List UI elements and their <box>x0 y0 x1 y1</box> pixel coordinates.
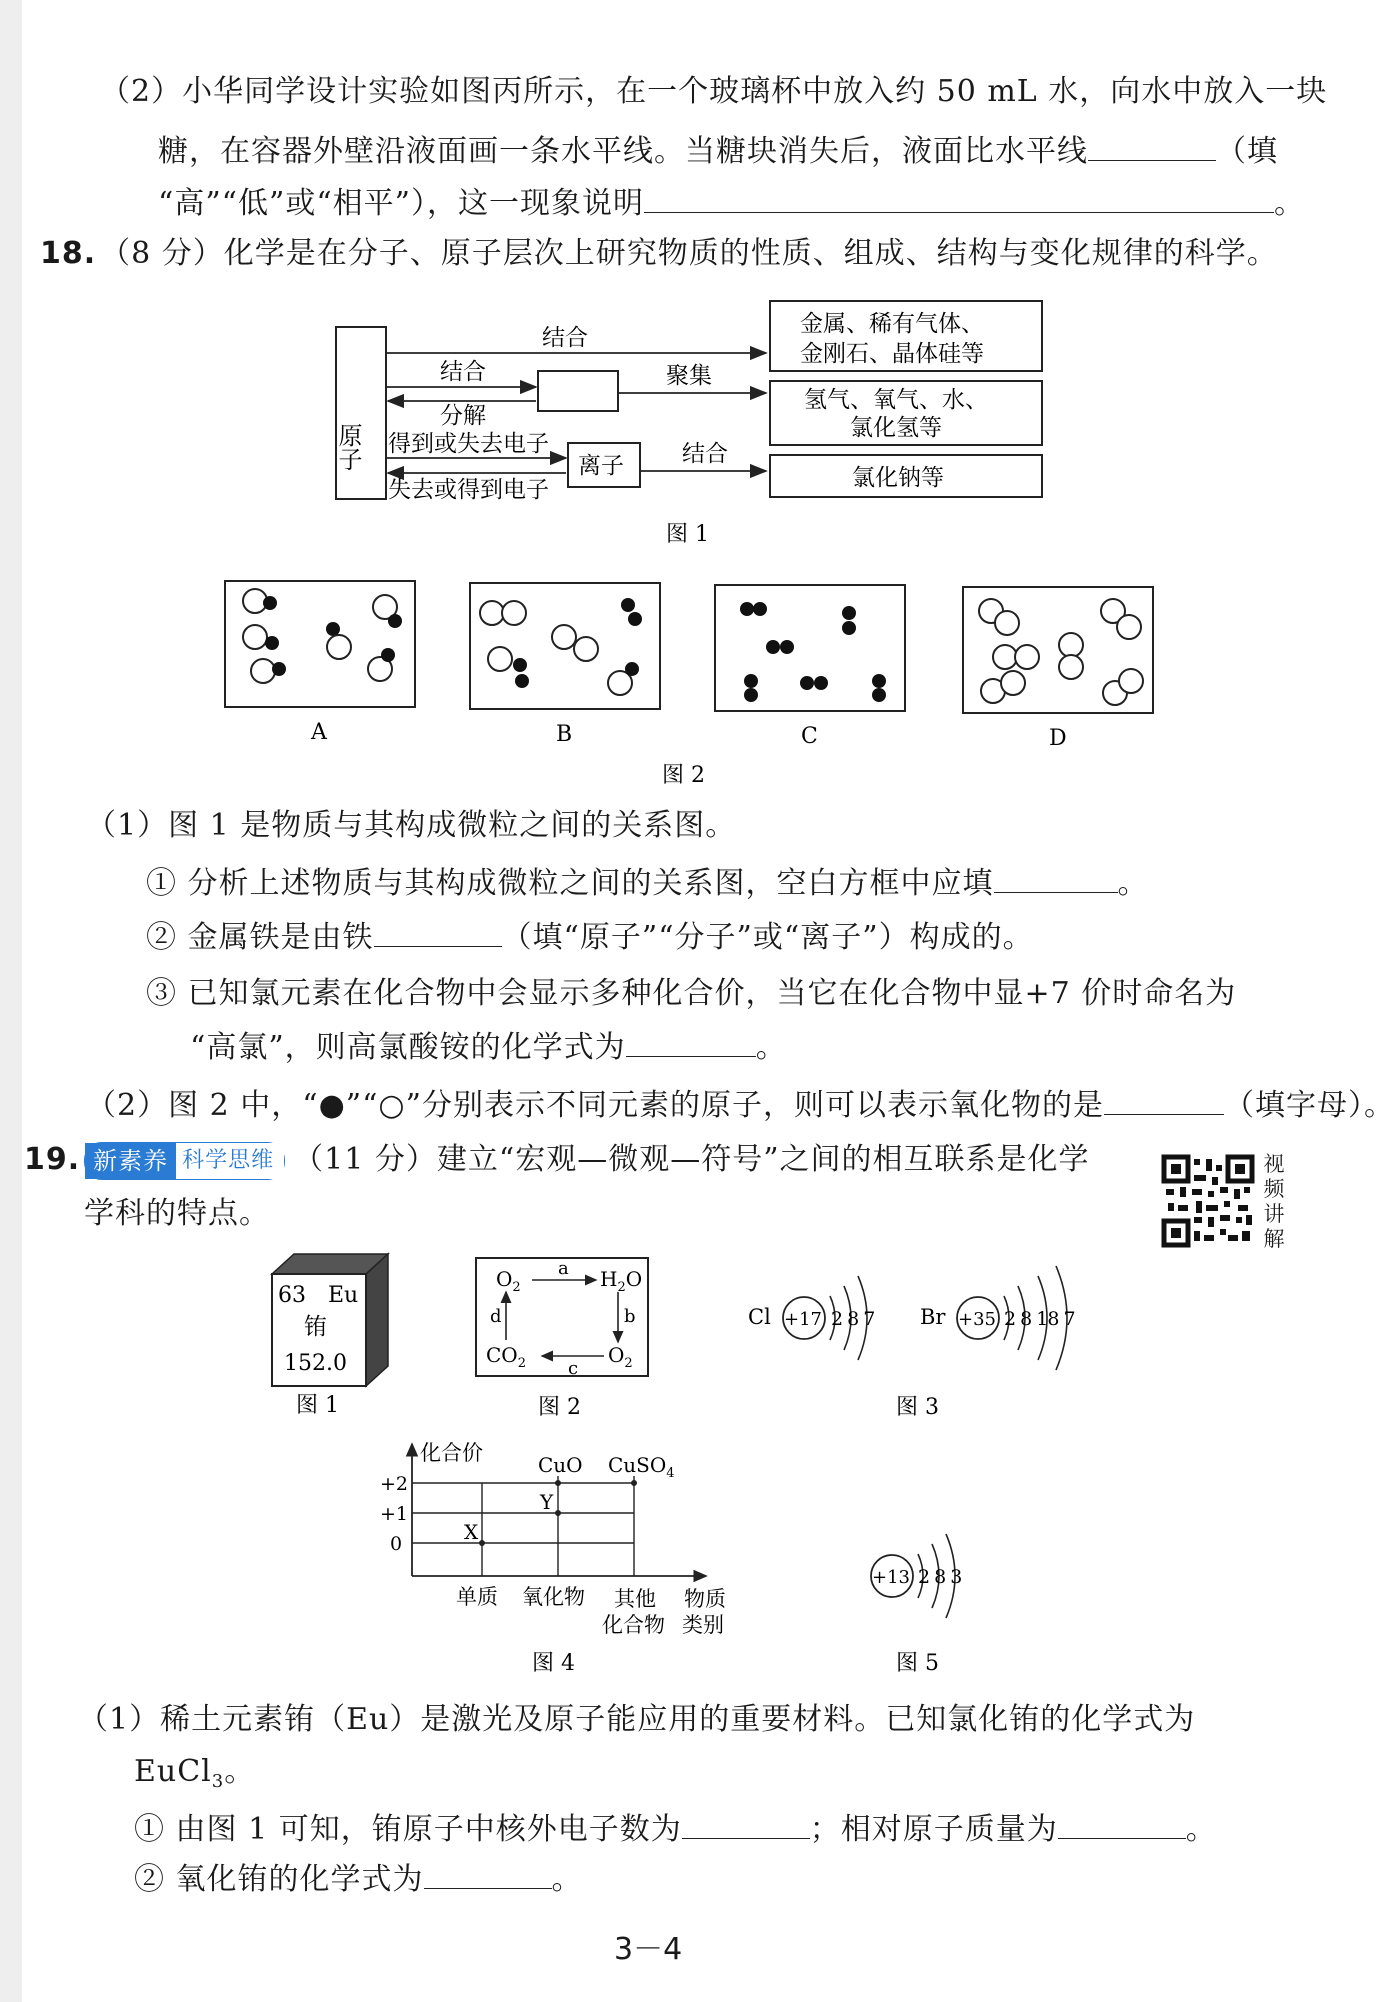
q19-fig3-atom-structures <box>740 1262 1100 1428</box>
cuo-label: CuO <box>538 1453 583 1477</box>
q17-2-line3: “高”“低”或“相平”），这一现象说明 。 <box>158 182 1305 226</box>
fig5-caption: 图 5 <box>896 1651 939 1676</box>
answer-blank[interactable] <box>374 916 502 947</box>
fig3-caption: 图 3 <box>896 1395 939 1420</box>
decompose-label: 分解 <box>440 403 486 429</box>
cl-electrons: 2 8 7 <box>831 1308 875 1330</box>
q18-stem: 18. （8 分）化学是在分子、原子层次上研究物质的性质、组成、结构与变化规律的科学。 <box>40 236 1278 271</box>
q19-fig5-atom-structure <box>860 1526 1000 1686</box>
xcat-oxide: 氧化物 <box>522 1585 585 1609</box>
lose-gain-label: 失去或得到电子 <box>388 477 549 503</box>
combine-label-3: 结合 <box>682 441 728 467</box>
ion-label: 离子 <box>578 453 624 479</box>
q17-2-line2: 糖，在容器外壁沿液面画一条水平线。当糖块消失后，液面比水平线 （填 <box>158 130 1278 174</box>
box-molecules-line1: 氢气、氧气、水、 <box>804 387 988 413</box>
arrow-c: c <box>568 1358 579 1379</box>
h2o-label: $H_2O$ <box>600 1267 643 1295</box>
gather-label: 聚集 <box>666 363 712 389</box>
co2-label: $CO_2$ <box>486 1343 526 1371</box>
atomic-number: 63 <box>278 1283 306 1308</box>
q18-p1: （1）图 1 是物质与其构成微粒之间的关系图。 <box>86 808 737 843</box>
box-nacl-text: 氯化钠等 <box>852 465 944 491</box>
particle-box-b <box>470 583 660 747</box>
answer-blank[interactable] <box>644 182 1274 213</box>
new-literacy-badge: 新素养 科学思维 <box>84 1142 285 1180</box>
element-symbol: Eu <box>328 1283 359 1308</box>
label-a: A <box>311 720 327 745</box>
fig2-caption: 图 2 <box>538 1395 581 1420</box>
x-axis-label-2: 类别 <box>682 1613 724 1637</box>
answer-blank[interactable] <box>1088 130 1216 161</box>
al-nucleus: +13 <box>872 1567 910 1588</box>
q19-p1-2: ② 氧化铕的化学式为 。 <box>134 1858 583 1902</box>
qr-label: 视 频 讲 解 <box>1263 1152 1285 1251</box>
q19-fig4-valence-chart <box>376 1436 756 1686</box>
q18-p2: （2）图 2 中，“●”“○”分别表示不同元素的原子，则可以表示氧化物的是 （填字母）。 <box>86 1084 1395 1128</box>
point-x: X <box>464 1520 479 1544</box>
particle-box-a <box>225 581 415 745</box>
question-number: 18. <box>40 236 97 271</box>
cl-nucleus: +17 <box>784 1309 822 1330</box>
q18-p1-3: ③ 已知氯元素在化合物中会显示多种化合价，当它在化合物中显+7 价时命名为 <box>146 976 1237 1011</box>
q17-2-line1: （2）小华同学设计实验如图丙所示，在一个玻璃杯中放入约 50 mL 水，向水中放入一块 <box>100 74 1328 109</box>
q18-p1-1: ① 分析上述物质与其构成微粒之间的关系图，空白方框中应填 。 <box>146 862 1149 906</box>
q19-fig1-element-cell <box>266 1250 396 1420</box>
atom-label: 原子 <box>334 423 362 471</box>
q19-stem2: 学科的特点。 <box>84 1196 270 1231</box>
label-b: B <box>556 722 573 747</box>
ytick-plus2: +2 <box>380 1473 409 1495</box>
ytick-plus1: +1 <box>380 1503 409 1525</box>
combine-label-1: 结合 <box>542 325 588 351</box>
xcat-compound: 化合物 <box>602 1613 665 1637</box>
atomic-mass: 152.0 <box>284 1351 347 1376</box>
o2-label: $O_2$ <box>496 1267 521 1295</box>
br-symbol: Br <box>920 1305 946 1329</box>
answer-blank[interactable] <box>626 1026 756 1057</box>
xcat-element: 单质 <box>456 1585 498 1609</box>
fig4-caption: 图 4 <box>532 1651 575 1676</box>
point-y: Y <box>540 1490 554 1514</box>
blank-box <box>538 371 618 411</box>
box-molecules-line2: 氯化氢等 <box>850 415 942 441</box>
particle-box-c <box>715 585 905 749</box>
x-axis-label-1: 物质 <box>684 1587 726 1611</box>
arrow-b: b <box>624 1306 636 1327</box>
answer-blank[interactable] <box>424 1858 552 1889</box>
qr-code-icon[interactable] <box>1162 1155 1254 1247</box>
element-name: 铕 <box>304 1314 327 1340</box>
answer-blank[interactable] <box>682 1808 810 1839</box>
q19-p1-1: ① 由图 1 可知，铕原子中核外电子数为 ；相对原子质量为 。 <box>134 1808 1217 1852</box>
atom-box <box>336 327 386 499</box>
fig1-caption: 图 1 <box>296 1393 339 1418</box>
q18-fig2-particles <box>215 575 1175 795</box>
label-c: C <box>801 724 818 749</box>
al-electrons: 2 8 3 <box>918 1566 962 1588</box>
gain-lose-label: 得到或失去电子 <box>388 431 549 457</box>
cuso4-label: CuSO$_4$ <box>608 1453 675 1481</box>
question-number: 19. <box>24 1142 81 1177</box>
q19-fig2-cycle <box>474 1256 654 1422</box>
q18-fig1-diagram <box>330 295 1060 555</box>
q19-p1: （1）稀土元素铕（Eu）是激光及原子能应用的重要材料。已知氯化铕的化学式为 <box>78 1702 1196 1737</box>
answer-blank[interactable] <box>1104 1084 1224 1115</box>
label-d: D <box>1049 726 1067 751</box>
page-number: 3－4 <box>614 1932 683 1967</box>
ytick-zero: 0 <box>390 1533 403 1555</box>
o2b-label: $O_2$ <box>608 1343 633 1371</box>
combine-label-2: 结合 <box>440 359 486 385</box>
box-metals-line2: 金刚石、晶体硅等 <box>800 341 984 367</box>
q19-p1-formula: EuCl$_3$。 <box>134 1754 256 1792</box>
q18-p1-3b: “高氯”，则高氯酸铵的化学式为 。 <box>190 1026 787 1070</box>
particle-box-d <box>963 587 1153 751</box>
cl-symbol: Cl <box>748 1305 771 1329</box>
page-edge <box>0 0 22 2002</box>
box-metals-line1: 金属、稀有气体、 <box>800 311 984 337</box>
y-axis-label: 化合价 <box>420 1441 483 1465</box>
q19-stem: 19. 新素养 科学思维 （11 分）建立“宏观—微观—符号”之间的相互联系是化学 <box>24 1138 1090 1182</box>
fig1-caption: 图 1 <box>666 522 709 547</box>
br-nucleus: +35 <box>958 1309 996 1330</box>
answer-blank[interactable] <box>994 862 1118 893</box>
br-electrons: 2 8 18 7 <box>1004 1308 1075 1330</box>
xcat-other: 其他 <box>614 1587 656 1611</box>
fig2-caption: 图 2 <box>662 763 705 788</box>
answer-blank[interactable] <box>1058 1808 1186 1839</box>
arrow-a: a <box>558 1258 569 1279</box>
arrow-d: d <box>490 1306 502 1327</box>
q18-p1-2: ② 金属铁是由铁 （填“原子”“分子”或“离子”）构成的。 <box>146 916 1034 960</box>
